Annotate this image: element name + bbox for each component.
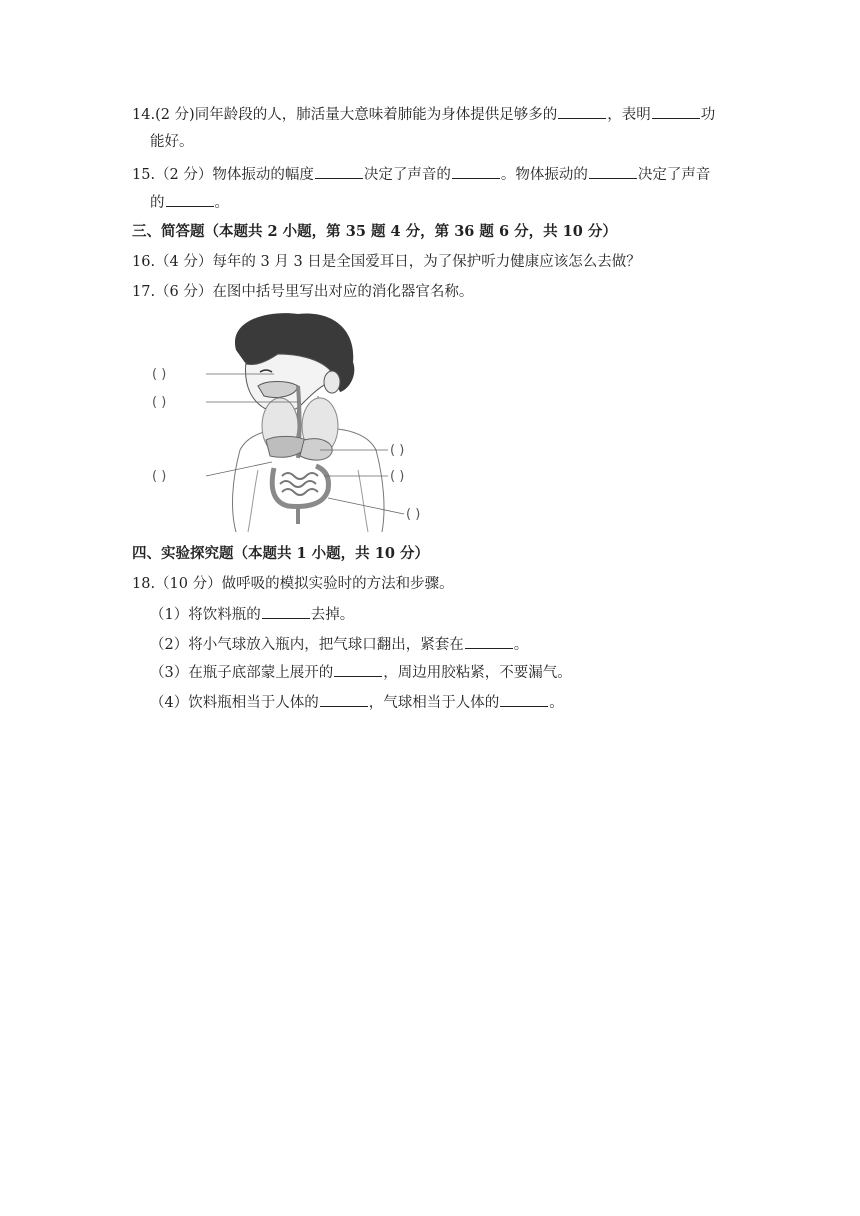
label-blank[interactable]: ( ) bbox=[152, 469, 167, 484]
answer-blank[interactable] bbox=[558, 104, 606, 119]
step-text: 。 bbox=[513, 637, 529, 653]
question-text: 决定了声音的 bbox=[363, 167, 451, 183]
label-blank[interactable]: ( ) bbox=[152, 395, 167, 410]
question-18: 18.（10 分）做呼吸的模拟实验时的方法和步骤。 bbox=[132, 576, 454, 592]
question-16: 16.（4 分）每年的 3 月 3 日是全国爱耳日，为了保护听力健康应该怎么去做？ bbox=[132, 254, 641, 270]
step-4 bbox=[150, 692, 564, 713]
step-1 bbox=[150, 604, 354, 625]
ear-shape bbox=[324, 371, 340, 393]
answer-blank[interactable] bbox=[262, 604, 310, 619]
question-17: 17.（6 分）在图中括号里写出对应的消化器官名称。 bbox=[132, 284, 474, 300]
answer-blank[interactable] bbox=[320, 692, 368, 707]
question-15-cont bbox=[150, 192, 229, 213]
question-text: 的 bbox=[150, 195, 165, 211]
question-text: 。物体振动的 bbox=[500, 167, 588, 183]
label-blank[interactable]: ( ) bbox=[406, 507, 421, 522]
points-label: (2 分) bbox=[155, 107, 195, 123]
question-15 bbox=[132, 164, 710, 185]
step-text: ，周边用胶粘紧，不要漏气。 bbox=[383, 665, 572, 681]
section-heading: 四、实验探究题（本题共 1 小题，共 10 分） bbox=[132, 545, 429, 562]
label-blank[interactable]: ( ) bbox=[390, 469, 405, 484]
question-text: ，表明 bbox=[607, 107, 651, 123]
answer-blank[interactable] bbox=[589, 164, 637, 179]
answer-blank[interactable] bbox=[652, 104, 700, 119]
step-text: （3）在瓶子底部蒙上展开的 bbox=[150, 665, 334, 681]
step-text: （1）将饮料瓶的 bbox=[150, 607, 261, 623]
question-number: 15. bbox=[132, 167, 156, 183]
answer-blank[interactable] bbox=[315, 164, 363, 179]
step-text: 。 bbox=[549, 695, 564, 711]
answer-blank[interactable] bbox=[166, 192, 214, 207]
label-blank[interactable]: ( ) bbox=[152, 367, 167, 382]
step-text: （2）将小气球放入瓶内，把气球口翻出，紧套在 bbox=[150, 637, 464, 653]
small-intestine-shape bbox=[280, 473, 318, 495]
question-text: 能好。 bbox=[150, 134, 194, 150]
question-text: 决定了声音 bbox=[637, 167, 711, 183]
question-14-cont bbox=[150, 132, 194, 152]
digestive-system-diagram bbox=[148, 310, 468, 532]
stomach-shape bbox=[300, 439, 332, 460]
step-text: 去掉。 bbox=[310, 607, 355, 623]
step-text: ，气球相当于人体的 bbox=[368, 695, 500, 711]
answer-blank[interactable] bbox=[465, 634, 513, 649]
step-3 bbox=[150, 662, 572, 683]
answer-blank[interactable] bbox=[452, 164, 500, 179]
answer-blank[interactable] bbox=[334, 662, 382, 677]
question-number: 14. bbox=[132, 107, 156, 123]
section-heading: 三、简答题（本题共 2 小题，第 35 题 4 分，第 36 题 6 分，共 10 分） bbox=[132, 223, 617, 240]
question-text: 。 bbox=[214, 195, 229, 211]
question-text: 功 bbox=[700, 107, 716, 123]
question-text: 同年龄段的人，肺活量大意味着肺能为身体提供足够多的 bbox=[194, 107, 558, 123]
step-2 bbox=[150, 634, 528, 655]
question-14 bbox=[132, 104, 715, 125]
points-label: （2 分） bbox=[155, 167, 213, 183]
question-text: 物体振动的幅度 bbox=[212, 167, 314, 183]
label-blank[interactable]: ( ) bbox=[390, 443, 405, 458]
answer-blank[interactable] bbox=[500, 692, 548, 707]
step-text: （4）饮料瓶相当于人体的 bbox=[150, 695, 319, 711]
